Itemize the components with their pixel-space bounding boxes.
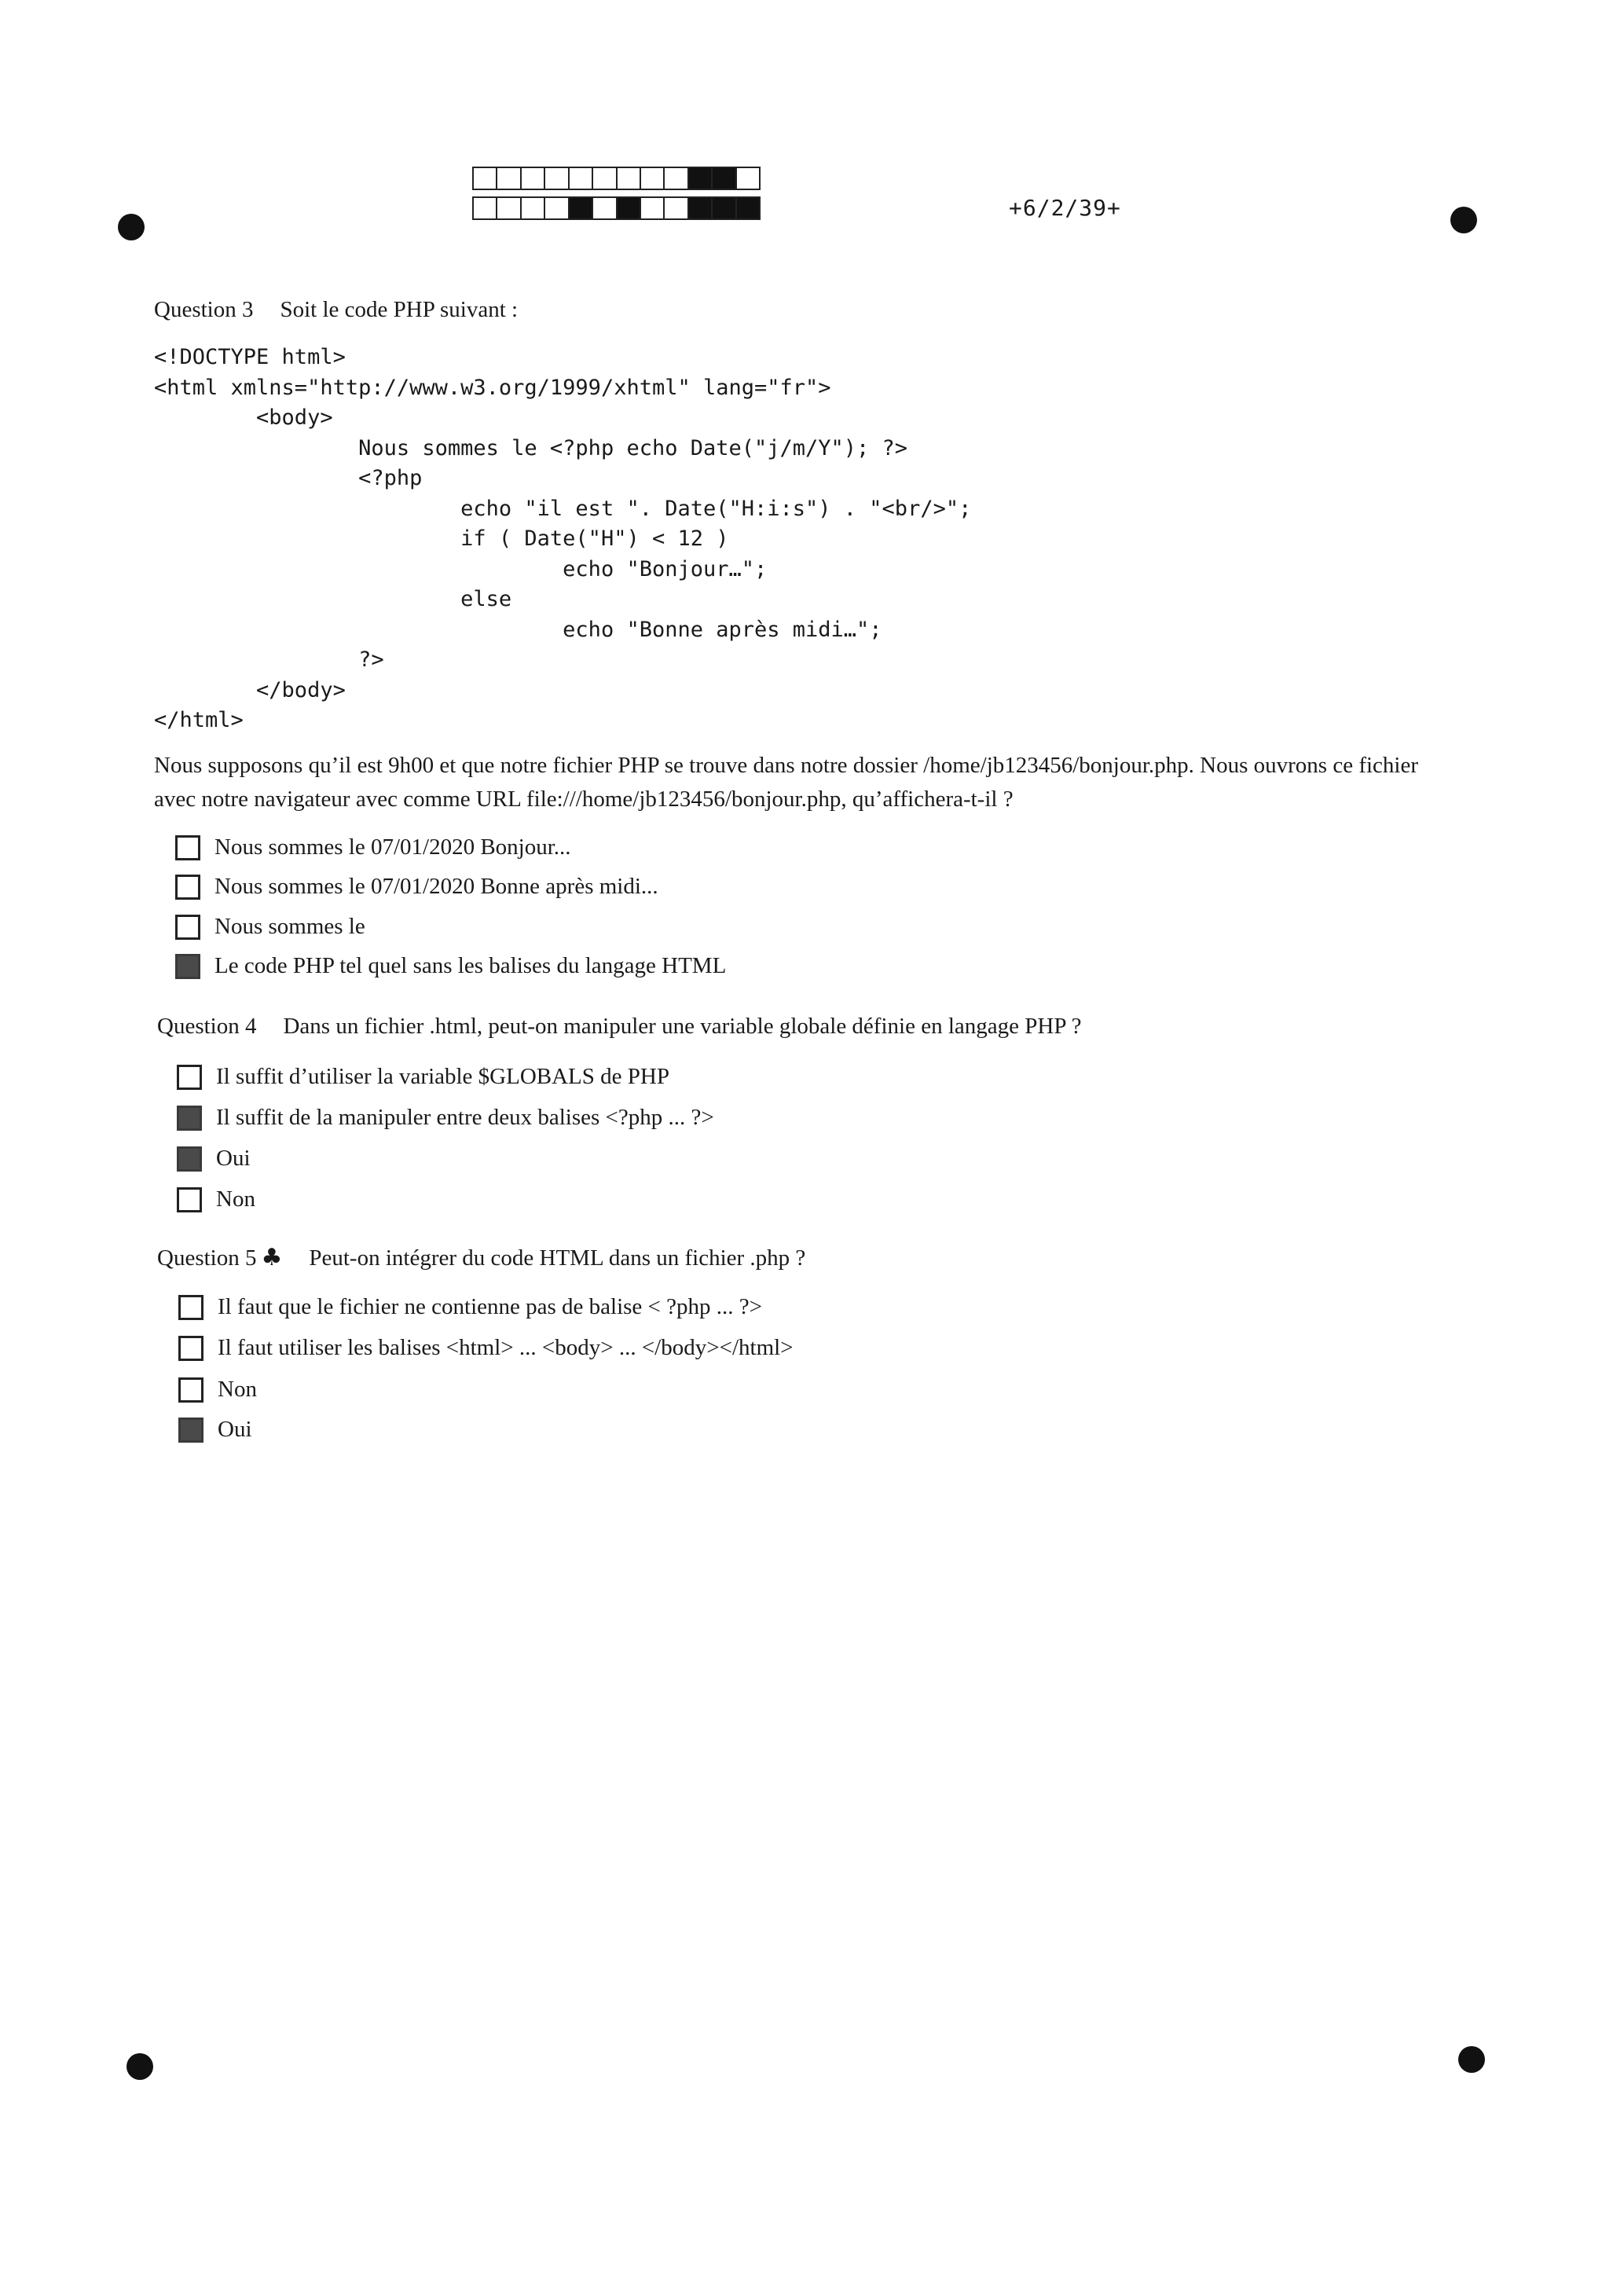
code-line: </html> [154,708,244,732]
checkbox[interactable] [178,1377,203,1403]
q5-answer-3[interactable] [178,1377,257,1403]
barcode-cell [522,198,545,218]
code-line: echo "Bonjour…"; [154,556,768,581]
checkbox[interactable] [178,1418,203,1443]
q4-answer-3[interactable] [177,1146,251,1172]
barcode-cell [545,198,569,218]
registration-mark-bottom-right [1458,2046,1485,2073]
checkbox[interactable] [177,1187,202,1212]
q3-answer-1[interactable] [175,834,571,860]
answer-label: Non [216,1187,255,1212]
q5-answer-1[interactable] [178,1294,762,1320]
question-5-prompt: Peut-on intégrer du code HTML dans un fichier .php ? [309,1245,806,1271]
checkbox[interactable] [175,915,200,940]
barcode-cell [689,168,713,189]
q3-answer-2[interactable] [175,874,658,900]
question-4-header [157,1014,1082,1040]
answer-label: Il faut que le fichier ne contienne pas de balise < ?php ... ?> [218,1294,762,1319]
q5-answer-4[interactable] [178,1417,252,1443]
barcode-cell [497,198,521,218]
q4-answer-1[interactable] [177,1064,669,1090]
answer-label: Non [218,1377,257,1402]
code-line: <html xmlns="http://www.w3.org/1999/xhtml" lang="fr"> [154,375,831,400]
q3-answer-3[interactable] [175,914,365,940]
checkbox[interactable] [175,875,200,900]
code-line: <body> [154,405,333,430]
checkbox[interactable] [177,1146,202,1172]
barcode-cell [713,168,736,189]
barcode-cell [522,168,545,189]
barcode-cell [570,198,593,218]
checkbox[interactable] [178,1295,203,1320]
answer-label: Oui [216,1146,251,1171]
checkbox[interactable] [178,1336,203,1361]
code-line: ?> [154,647,384,672]
barcode-cell [737,168,759,189]
answer-label: Nous sommes le 07/01/2020 Bonjour... [214,834,571,860]
club-icon: ♣ [261,1244,283,1271]
question-3-header [154,297,518,323]
question-5-header [157,1244,805,1271]
question-4-prompt: Dans un fichier .html, peut-on manipuler une variable globale définie en langage PHP ? [283,1014,1082,1039]
barcode-cell [618,198,641,218]
barcode-cell [545,168,569,189]
question-3-number: Question 3 [154,297,254,322]
q5-answer-2[interactable] [178,1335,794,1361]
code-line: echo "Bonne après midi…"; [154,617,882,642]
barcode-row-top [472,167,761,190]
barcode-cell [665,198,688,218]
checkbox[interactable] [175,835,200,860]
answer-label: Nous sommes le [214,914,365,939]
barcode-cell [665,168,688,189]
code-line: </body> [154,677,346,702]
php-code-block [154,343,971,736]
q3-answer-4[interactable] [175,953,726,979]
barcode-cell [570,168,593,189]
code-line: <!DOCTYPE html> [154,345,346,369]
answer-label: Oui [218,1417,252,1442]
barcode-cell [593,168,617,189]
barcode-cell [474,198,497,218]
barcode-cell [497,168,521,189]
registration-mark-bottom-left [126,2053,153,2080]
barcode-cell [618,168,641,189]
barcode-row-bottom [472,196,761,220]
barcode-cell [593,198,617,218]
barcode-cell [641,198,665,218]
q4-answer-4[interactable] [177,1187,255,1212]
registration-mark-top-left [118,214,145,240]
checkbox[interactable] [177,1065,202,1090]
checkbox[interactable] [177,1106,202,1131]
checkbox[interactable] [175,954,200,979]
answer-label: Il faut utiliser les balises <html> ... <body> ... </body></html> [218,1335,794,1360]
answer-label: Le code PHP tel quel sans les balises du langage HTML [214,953,727,978]
question-3-prompt: Soit le code PHP suivant : [280,297,519,322]
barcode-cell [737,198,759,218]
code-line: else [154,587,512,611]
code-line: if ( Date("H") < 12 ) [154,526,729,551]
page-code: +6/2/39+ [1009,195,1121,221]
code-line: echo "il est ". Date("H:i:s") . "<br/>"; [154,496,972,521]
code-line: Nous sommes le <?php echo Date("j/m/Y"); ?> [154,435,908,460]
q4-answer-2[interactable] [177,1105,714,1131]
answer-label: Nous sommes le 07/01/2020 Bonne après midi... [214,874,658,899]
barcode-cell [474,168,497,189]
question-3-paragraph: Nous supposons qu’il est 9h00 et que notre fichier PHP se trouve dans notre dossier /home/jb123456/bonjour.php. Nous ouvrons ce fichier avec notre navigateur avec comme URL file:///home/jb123456/bonjour.php, qu’affichera-t-il ? [154,753,1419,812]
code-line: <?php [154,466,423,490]
answer-label: Il suffit de la manipuler entre deux balises <?php ... ?> [216,1105,714,1130]
barcode-cell [713,198,736,218]
barcode-cell [689,198,713,218]
question-4-number: Question 4 [157,1014,257,1039]
registration-mark-top-right [1450,207,1477,233]
barcode-cell [641,168,665,189]
answer-label: Il suffit d’utiliser la variable $GLOBALS de PHP [216,1064,669,1089]
question-5-number: Question 5 [157,1245,257,1271]
